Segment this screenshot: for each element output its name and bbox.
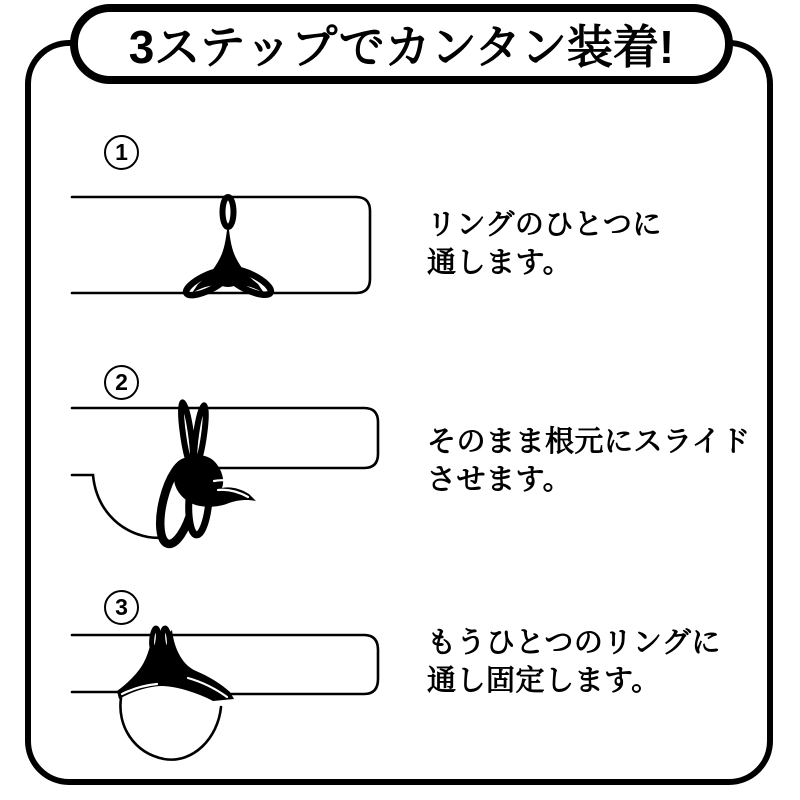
step-2-caption-line-2: させます。 bbox=[427, 464, 573, 496]
strap-top-prong-left bbox=[151, 628, 160, 651]
strap-top-prong-right bbox=[162, 628, 171, 651]
step-1-illustration bbox=[60, 180, 390, 320]
step-1-caption bbox=[427, 206, 662, 282]
strap-body bbox=[192, 222, 264, 293]
earbud-dome-outline bbox=[120, 698, 221, 760]
title-banner bbox=[70, 4, 733, 84]
step-1-number-badge bbox=[104, 135, 139, 170]
step-1-number: 1 bbox=[115, 139, 128, 165]
step-2-number: 2 bbox=[115, 369, 128, 395]
step-2-number-badge bbox=[104, 365, 139, 400]
step-3-number: 3 bbox=[115, 594, 128, 620]
stem-bar-outline bbox=[72, 635, 378, 694]
step-1-caption-line-2: 通します。 bbox=[427, 247, 573, 279]
stem-bar-outline bbox=[72, 408, 378, 475]
step-3-caption bbox=[427, 624, 721, 700]
step-3-illustration bbox=[60, 620, 390, 770]
title-text: 3ステップでカンタン装着! bbox=[128, 21, 675, 73]
step-3-caption-line-2: 通し固定します。 bbox=[427, 665, 661, 697]
step-3-caption-line-1: もうひとつのリングに bbox=[427, 627, 721, 659]
step-2-caption-line-1: そのまま根元にスライド bbox=[427, 426, 751, 458]
step-2-caption bbox=[427, 423, 751, 499]
step-1-caption-line-1: リングのひとつに bbox=[427, 209, 662, 241]
step-2-illustration bbox=[60, 395, 390, 560]
strap-top-loop bbox=[223, 197, 234, 227]
step-3-number-badge bbox=[104, 590, 139, 625]
